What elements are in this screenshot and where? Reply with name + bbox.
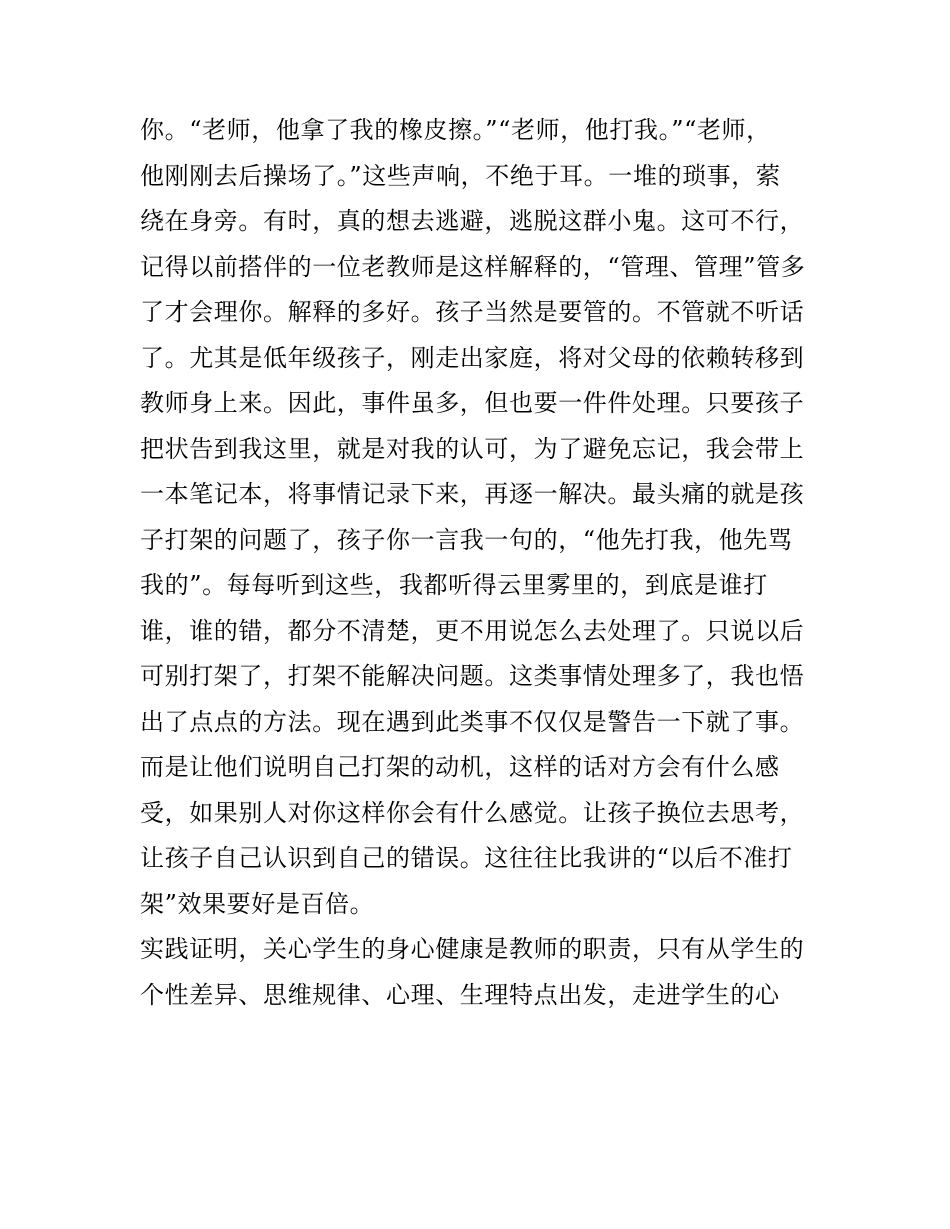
text-line: 了。尤其是低年级孩子，刚走出家庭，将对父母的依赖转移到 (140, 343, 805, 372)
text-line: 绕在身旁。有时，真的想去逃避，逃脱这群小鬼。这可不行， (140, 207, 805, 235)
text-line: 记得以前搭伴的一位老教师是这样解释的，“管理、管理”管多 (140, 252, 806, 281)
text-line: 把状告到我这里，就是对我的认可，为了避免忘记，我会带上 (140, 434, 805, 463)
text-line: 我的”。每每听到这些，我都听得云里雾里的，到底是谁打 (140, 571, 768, 599)
body-text (140, 108, 830, 1018)
text-line: 架”效果要好是百倍。 (140, 889, 375, 918)
text-line: 他刚刚去后操场了。”这些声响，不绝于耳。一堆的琐事，萦 (140, 161, 781, 190)
text-line: 一本笔记本，将事情记录下来，再逐一解决。最头痛的就是孩 (140, 480, 805, 508)
text-line: 谁，谁的错，都分不清楚，更不用说怎么去处理了。只说以后 (140, 616, 805, 645)
text-line: 你。“老师，他拿了我的橡皮擦。”“老师，他打我。”“老师， (140, 116, 771, 144)
text-line: 受，如果别人对你这样你会有什么感觉。让孩子换位去思考， (140, 798, 805, 827)
text-line: 子打架的问题了，孩子你一言我一句的，“他先打我，他先骂 (140, 525, 793, 554)
text-line: 教师身上来。因此，事件虽多，但也要一件件处理。只要孩子 (140, 389, 805, 417)
text-line: 个性差异、思维规律、心理、生理特点出发，走进学生的心 (140, 980, 780, 1009)
text-line: 出了点点的方法。现在遇到此类事不仅仅是警告一下就了事。 (140, 707, 805, 736)
text-line: 了才会理你。解释的多好。孩子当然是要管的。不管就不听话 (140, 298, 805, 326)
text-line: 让孩子自己认识到自己的错误。这往往比我讲的“以后不准打 (140, 844, 793, 872)
text-line: 实践证明，关心学生的身心健康是教师的职责，只有从学生的 (140, 935, 805, 963)
text-line: 可别打架了，打架不能解决问题。这类事情处理多了，我也悟 (140, 662, 805, 690)
text-line: 而是让他们说明自己打架的动机，这样的话对方会有什么感 (140, 753, 780, 781)
